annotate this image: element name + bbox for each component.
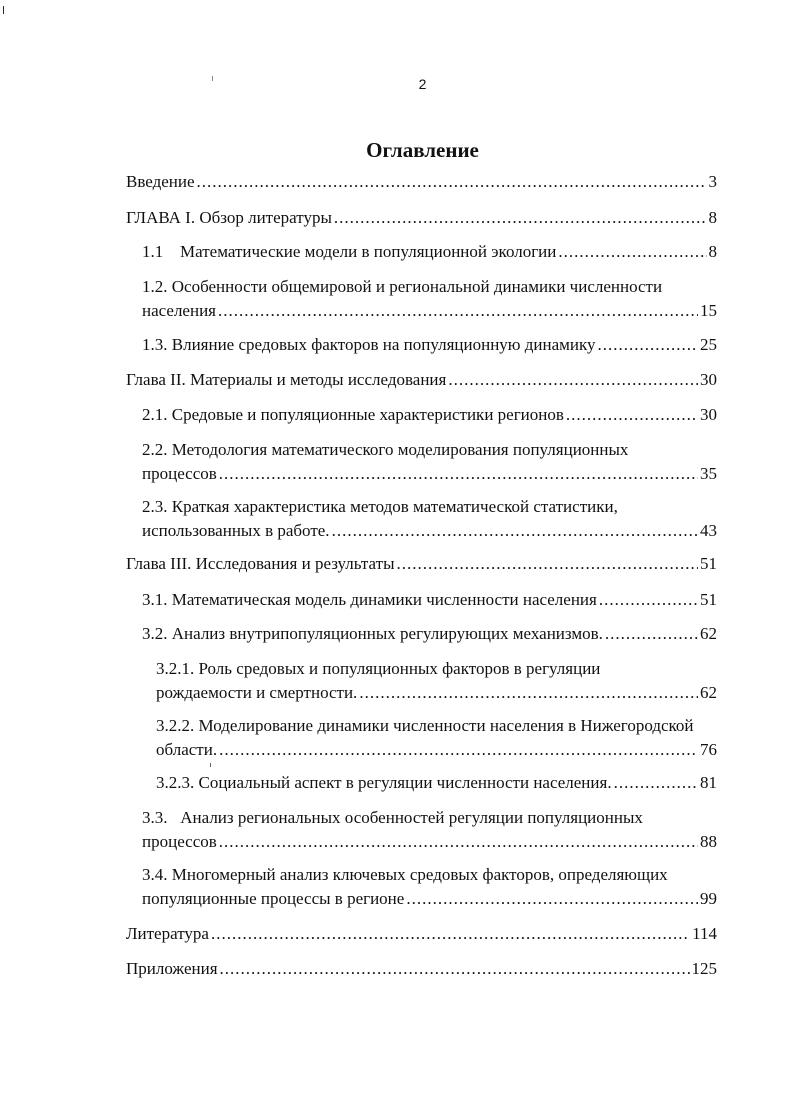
toc-entry-text: населения [142,301,216,320]
toc-entry-text: Глава II. Материалы и методы исследования [126,370,447,389]
toc-entry-text: Приложения [126,959,218,978]
scan-artifact [212,76,213,81]
toc-entry-text: процессов [142,464,217,483]
toc-entry-text: 3.1. Математическая модель динамики численности населения [142,590,597,609]
dot-leader [614,771,698,795]
toc-entry-text-line1: 1.2. Особенности общемировой и региональной динамики численности [142,277,663,296]
toc-entry-page: 88 [700,832,717,851]
toc-entry-text: ГЛАВА I. Обзор литературы [126,208,332,227]
dot-leader [218,299,698,323]
toc-entry-number: 1.1 [142,242,164,261]
dot-leader [219,830,698,854]
toc-entry-text-line1: 3.3. Анализ региональных особенностей регуляции популяционных [142,808,643,827]
toc-entry-3-2-2[interactable] [126,714,717,762]
toc-entry-text-line1: 3.4. Многомерный анализ ключевых средовых факторов, определяющих [142,865,668,884]
toc-entry-text-line1: 3.2.1. Роль средовых и популяционных факторов в регуляции [156,659,601,678]
toc-entry-appendices[interactable] [126,957,717,981]
toc-entry-text: Глава III. Исследования и результаты [126,554,395,573]
toc-entry-3-2-1[interactable] [126,657,717,705]
dot-leader [598,333,698,357]
toc-entry-page: 8 [708,242,717,261]
toc-entry-text: рождаемости и смертности. [156,683,358,702]
dot-leader [359,681,698,705]
toc-entry-page: 99 [700,889,717,908]
toc-entry-text: 2.1. Средовые и популяционные характеристики регионов [142,405,564,424]
toc-entry-page: 125 [691,959,717,978]
toc-entry-page: 3 [708,172,717,191]
toc-entry-2-2[interactable] [126,438,717,486]
toc-entry-page: 15 [700,301,717,320]
toc-entry-2-1[interactable] [126,403,717,427]
toc-entry-page: 30 [700,370,717,389]
toc-entry-1-3[interactable] [126,333,717,357]
dot-leader [219,462,698,486]
toc-entry-text: 1.3. Влияние средовых факторов на популяционную динамику [142,335,596,354]
toc-entry-introduction[interactable] [126,170,717,194]
toc-entry-text: 3.2.3. Социальный аспект в регуляции численности населения. [156,773,612,792]
toc-entry-3-3[interactable] [126,806,717,854]
toc-entry-3-1[interactable] [126,588,717,612]
toc-entry-text: Литература [126,924,209,943]
toc-entry-page: 35 [700,464,717,483]
toc-entry-1-1[interactable] [126,240,717,264]
toc-entry-3-2[interactable] [126,622,717,646]
dot-leader [219,738,698,762]
toc-entry-page: 51 [700,554,717,573]
toc-entry-page: 76 [700,740,717,759]
toc-entry-chapter-1[interactable] [126,206,717,230]
toc-entry-chapter-2[interactable] [126,368,717,392]
dot-leader [566,403,698,427]
toc-entry-text: области. [156,740,218,759]
toc-entry-1-2[interactable] [126,275,717,323]
toc-entry-page: 25 [700,335,717,354]
toc-entry-chapter-3[interactable] [126,552,717,576]
dot-leader [448,368,698,392]
toc-entry-page: 62 [700,624,717,643]
dot-leader [332,519,698,543]
toc-entry-text: Математические модели в популяционной экологии [180,242,557,261]
toc-entry-page: 62 [700,683,717,702]
dot-leader [197,170,707,194]
toc-entry-page: 81 [700,773,717,792]
dot-leader [220,957,690,981]
toc-entry-2-3[interactable] [126,495,717,543]
toc-entry-page: 43 [700,521,717,540]
dot-leader [397,552,699,576]
toc-entry-text-line1: 2.3. Краткая характеристика методов математической статистики, [142,497,618,516]
scan-artifact [210,763,211,767]
toc-entry-page: 30 [700,405,717,424]
page-number: 2 [418,76,427,92]
dot-leader [211,922,690,946]
toc-entry-page: 51 [700,590,717,609]
scan-artifact [3,6,4,14]
toc-entry-page: 114 [692,924,717,943]
toc-entry-text-line1: 3.2.2. Моделирование динамики численности населения в Нижегородской [156,716,694,735]
dot-leader [558,240,706,264]
toc-entry-text: Введение [126,172,195,191]
dot-leader [334,206,707,230]
toc-entry-text: популяционные процессы в регионе [142,889,405,908]
toc-entry-text-line1: 2.2. Методология математического моделирования популяционных [142,440,629,459]
page-title: Оглавление [366,138,479,162]
toc-entry-3-4[interactable] [126,863,717,911]
dot-leader [605,622,698,646]
toc-entry-text: использованных в работе. [142,521,330,540]
toc-entry-literature[interactable] [126,922,717,946]
dot-leader [599,588,698,612]
dot-leader [406,887,698,911]
toc-entry-page: 8 [708,208,717,227]
toc-entry-text: процессов [142,832,217,851]
toc-entry-text: 3.2. Анализ внутрипопуляционных регулирующих механизмов. [142,624,603,643]
toc-entry-3-2-3[interactable] [126,771,717,795]
